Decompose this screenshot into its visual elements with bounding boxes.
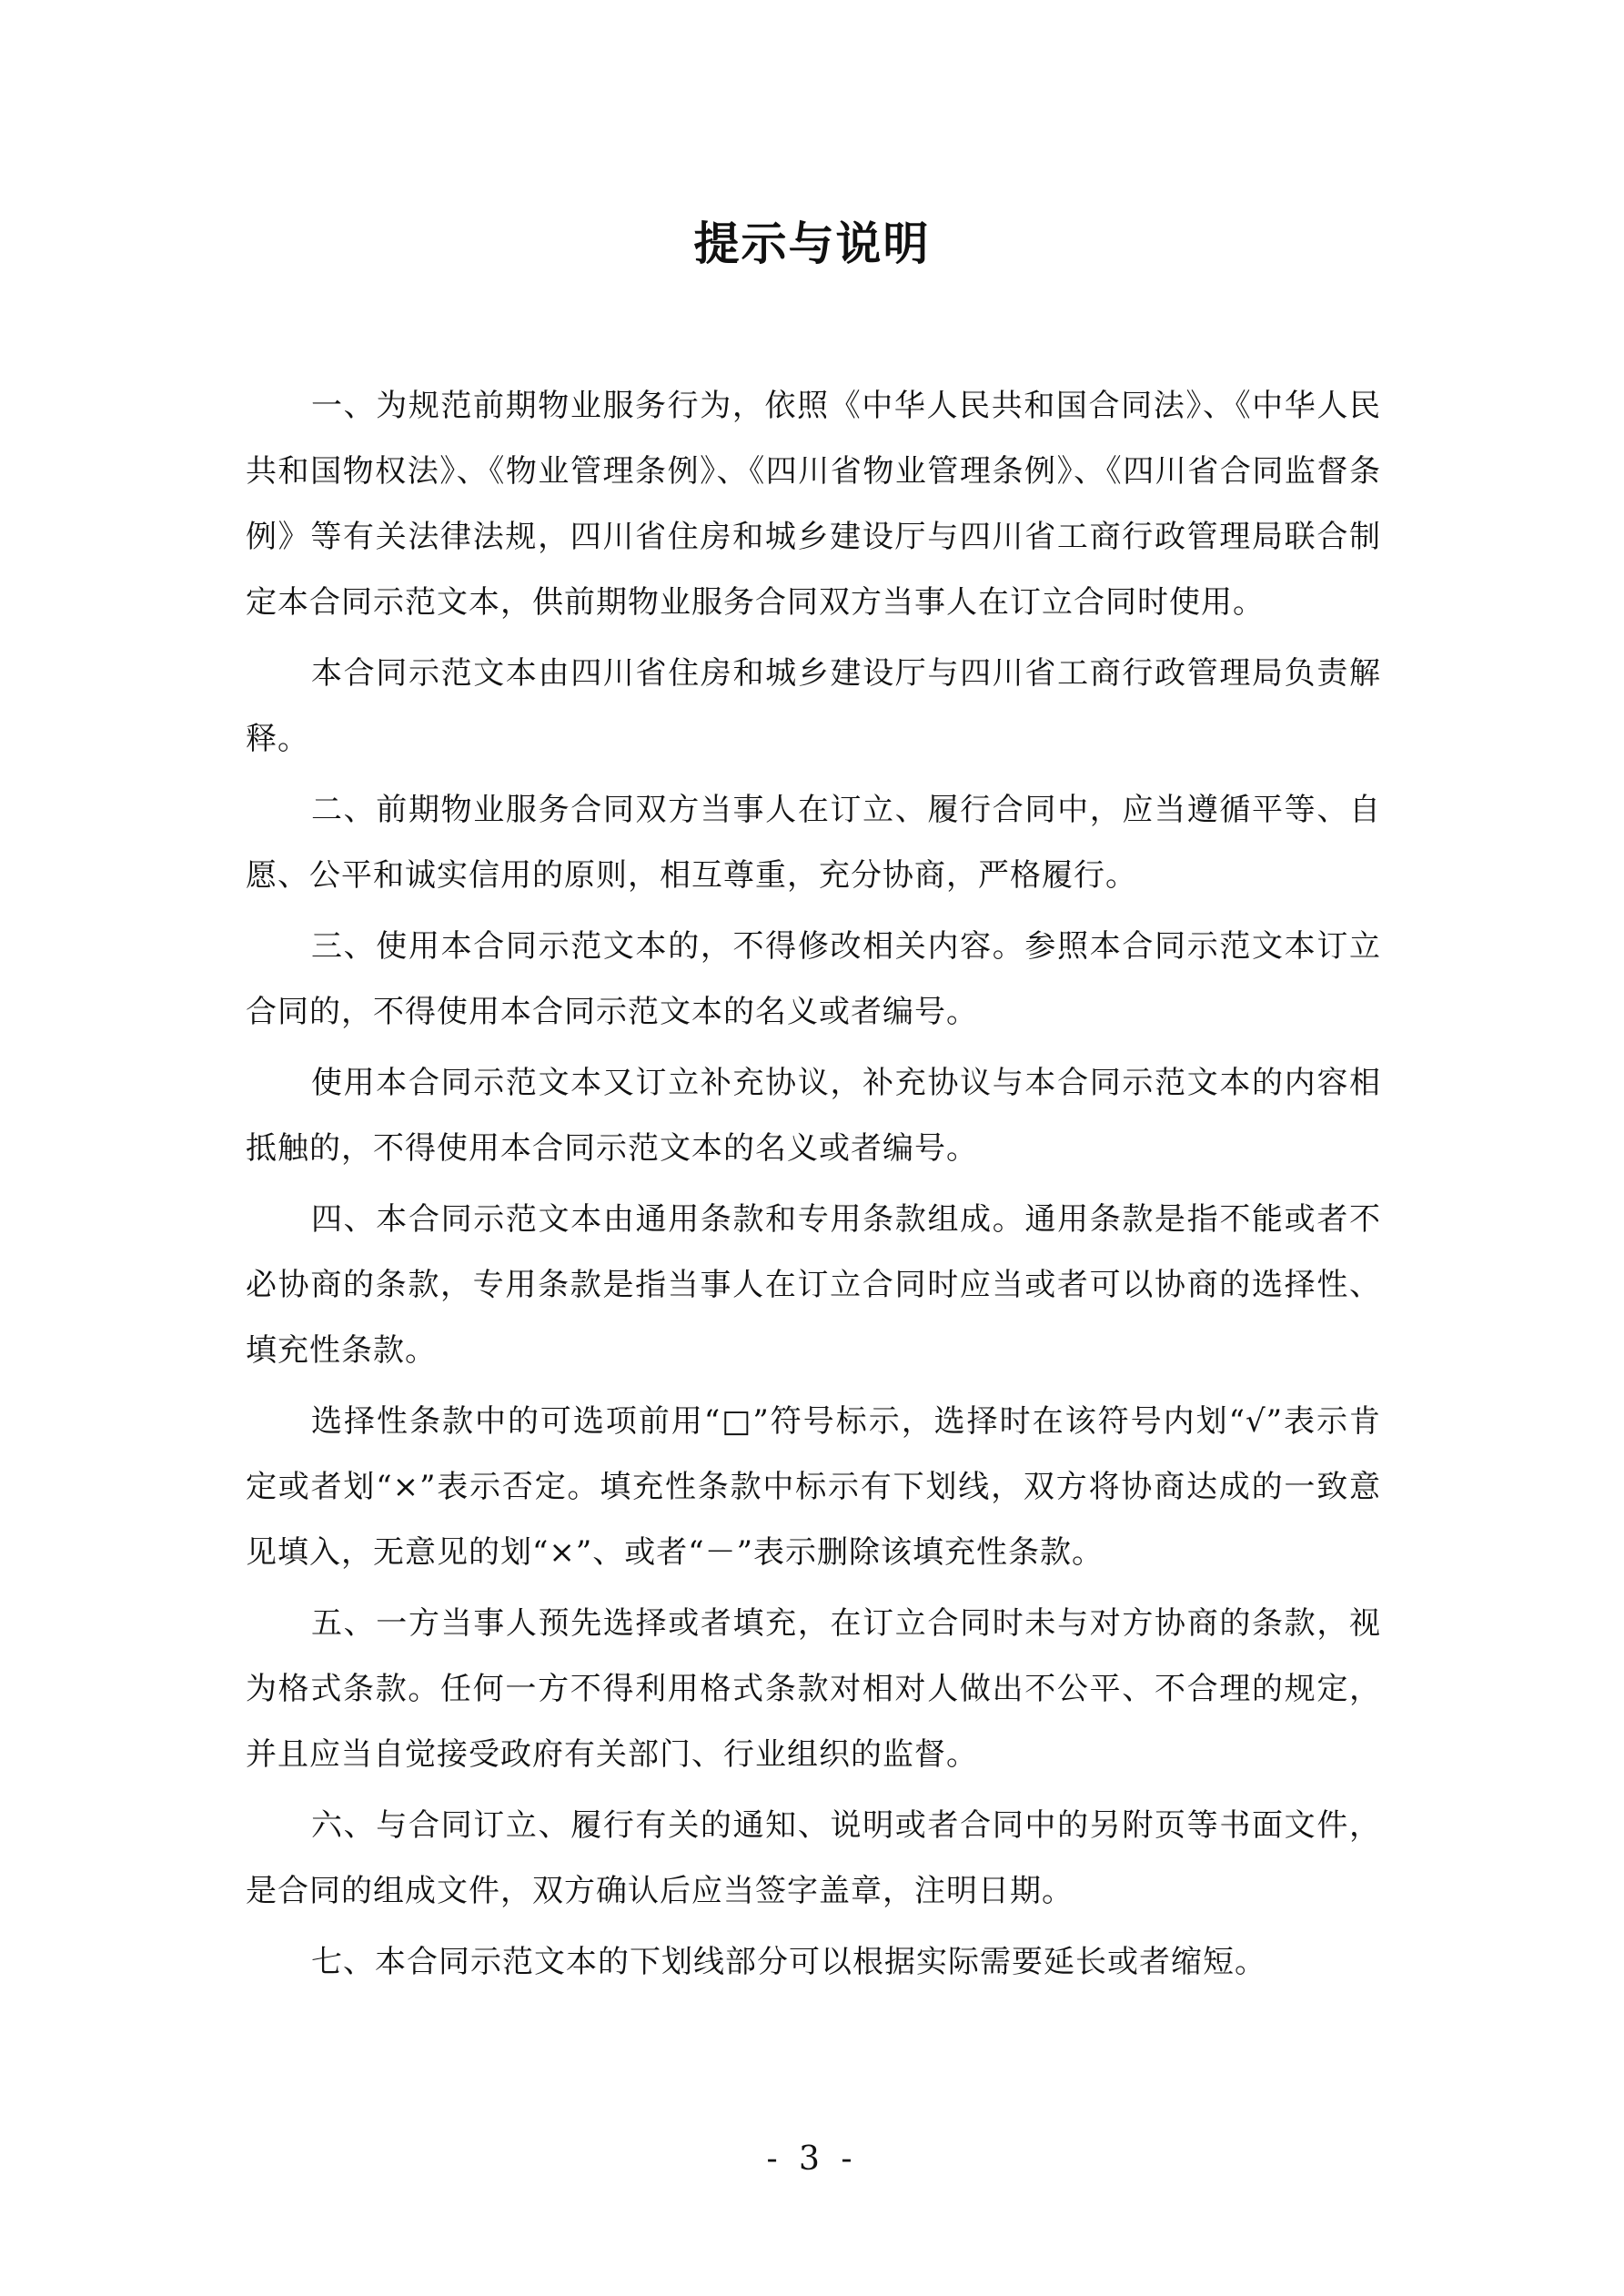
page-number: - 3 - xyxy=(766,2140,858,2178)
paragraph-5: 使用本合同示范文本又订立补充协议，补充协议与本合同示范文本的内容相抵触的，不得使用本合同示范文本的名义或者编号。 xyxy=(246,1065,1381,1167)
paragraph-9: 六、与合同订立、履行有关的通知、说明或者合同中的另附页等书面文件，是合同的组成文件，双方确认后应当签字盖章，注明日期。 xyxy=(246,1807,1381,1909)
paragraph-2: 本合同示范文本由四川省住房和城乡建设厅与四川省工商行政管理局负责解释。 xyxy=(246,655,1381,757)
paragraph-1: 一、为规范前期物业服务行为，依照《中华人民共和国合同法》、《中华人民共和国物权法》、《物业管理条例》、《四川省物业管理条例》、《四川省合同监督条例》等有关法律法规，四川省住房和城乡建设厅与四川省工商行政管理局联合制定本合同示范文本，供前期物业服务合同双方当事人在订立合同时使用。 xyxy=(246,388,1381,621)
paragraph-10: 七、本合同示范文本的下划线部分可以根据实际需要延长或者缩短。 xyxy=(311,1944,1266,1980)
paragraph-3: 二、前期物业服务合同双方当事人在订立、履行合同中，应当遵循平等、自愿、公平和诚实信用的原则，相互尊重，充分协商，严格履行。 xyxy=(246,792,1381,894)
paragraph-6: 四、本合同示范文本由通用条款和专用条款组成。通用条款是指不能或者不必协商的条款，专用条款是指当事人在订立合同时应当或者可以协商的选择性、填充性条款。 xyxy=(246,1201,1381,1369)
paragraph-8: 五、一方当事人预先选择或者填充，在订立合同时未与对方协商的条款，视为格式条款。任何一方不得利用格式条款对相对人做出不公平、不合理的规定，并且应当自觉接受政府有关部门、行业组织的监督。 xyxy=(246,1605,1381,1773)
paragraph-4: 三、使用本合同示范文本的，不得修改相关内容。参照本合同示范文本订立合同的，不得使用本合同示范文本的名义或者编号。 xyxy=(246,928,1381,1030)
document-body xyxy=(246,373,1381,2000)
paragraph-7: 选择性条款中的可选项前用“□”符号标示，选择时在该符号内划“√”表示肯定或者划“×”表示否定。填充性条款中标示有下划线，双方将协商达成的一致意见填入，无意见的划“×”、或者“－”表示删除该填充性条款。 xyxy=(246,1403,1381,1571)
page-title: 提示与说明 xyxy=(693,217,931,270)
